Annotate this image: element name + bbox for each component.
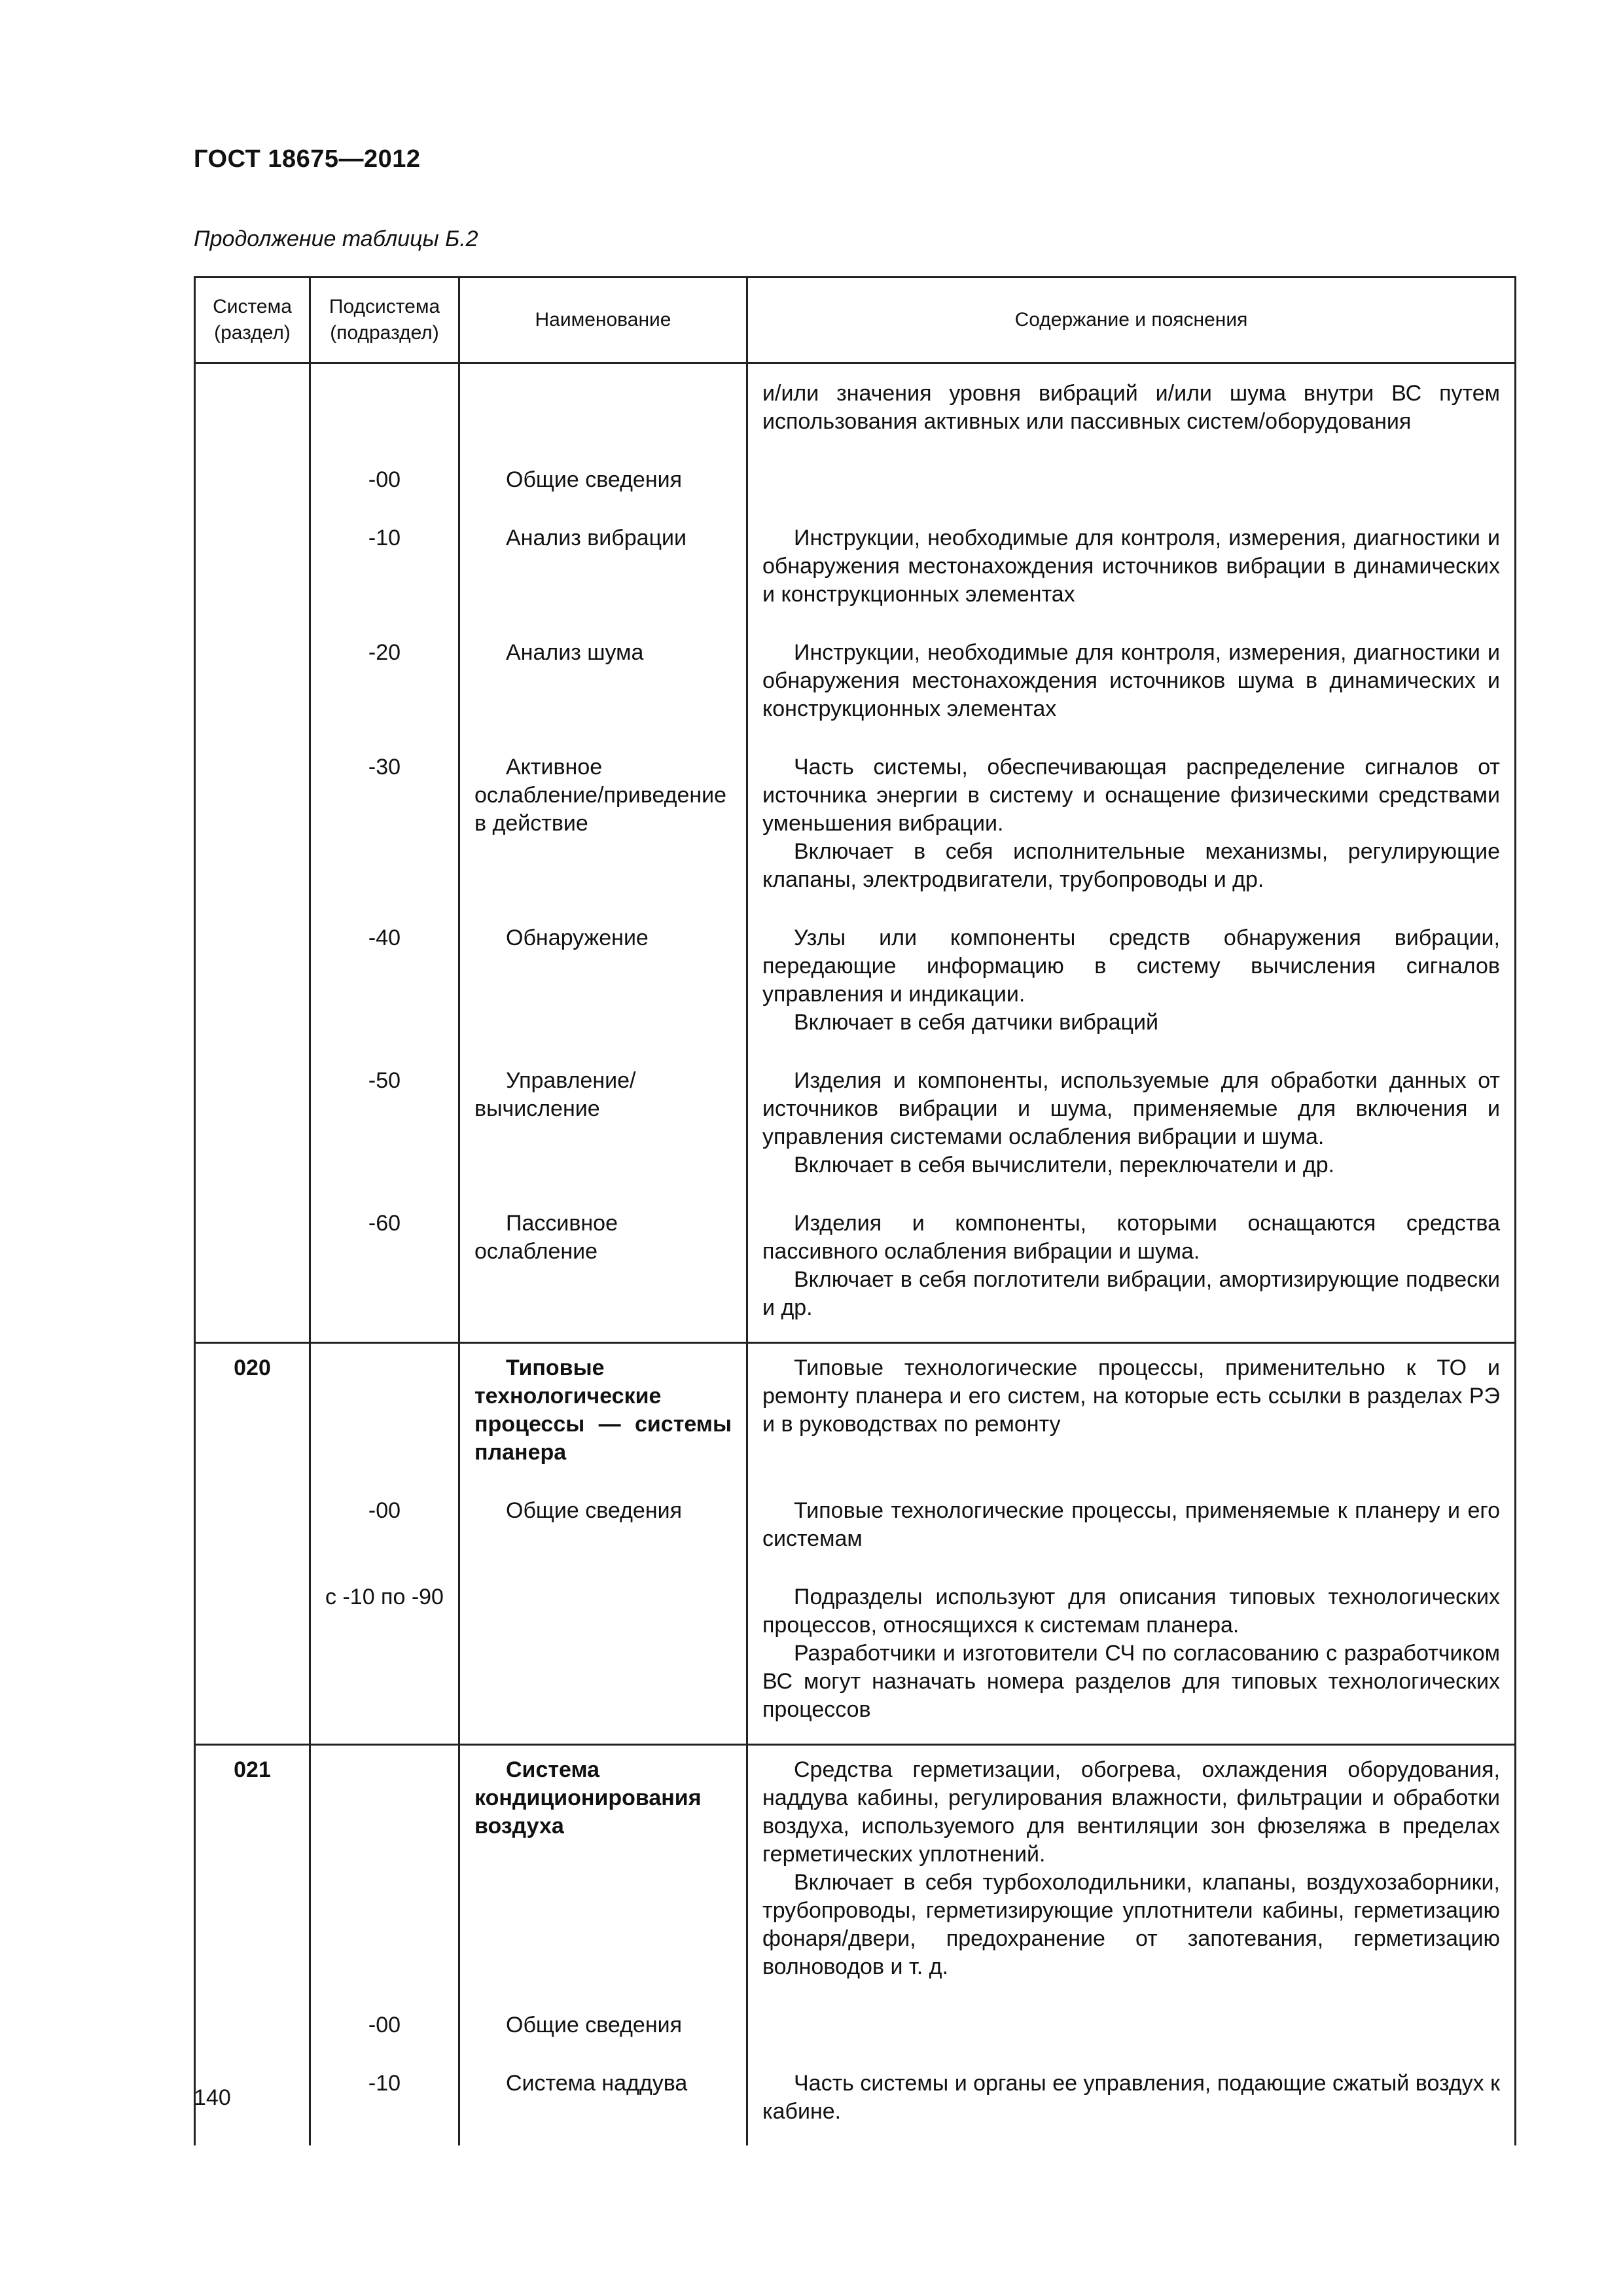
cell-description: [747, 2059, 1516, 2145]
description-block: [762, 1056, 1500, 1199]
cell-description: [747, 1343, 1516, 1487]
table-row: [195, 1486, 1516, 1573]
cell-subsystem: [310, 456, 459, 514]
cell-description: [747, 456, 1516, 514]
description-block: [762, 1746, 1500, 2001]
cell-name: [459, 369, 747, 456]
description-block: [762, 743, 1500, 914]
item-name: Анализ шума: [506, 640, 644, 665]
description-paragraph: Включает в себя вычислители, переключатели и др.: [794, 1153, 1335, 1177]
item-name: Общие сведения: [506, 1498, 683, 1523]
cell-subsystem: [310, 514, 459, 628]
cell-name: [459, 1056, 747, 1199]
cell-subsystem: [310, 1745, 459, 2001]
cell-system: [195, 2001, 310, 2059]
description-paragraph: Включает в себя поглотители вибрации, амортизирующие подвески и др.: [762, 1267, 1500, 1320]
subsystem-code: -10: [368, 526, 401, 550]
item-name: Управление/вычисление: [474, 1068, 636, 1121]
cell-description: [747, 2001, 1516, 2059]
column-header-subsystem: Подсистема (подраздел): [310, 278, 459, 363]
cell-description: [747, 1745, 1516, 2001]
cell-description: [747, 628, 1516, 743]
table-row: [195, 628, 1516, 743]
table-row: [195, 514, 1516, 628]
subsystem-code: -20: [368, 640, 401, 665]
table-row: [195, 456, 1516, 514]
description-paragraph: Часть системы и органы ее управления, подающие сжатый воздух к кабине.: [762, 2071, 1500, 2124]
cell-system: [195, 1486, 310, 1573]
cell-description: [747, 1573, 1516, 1745]
table-row: [195, 1056, 1516, 1199]
item-name: Система кондиционирования воздуха: [474, 1757, 702, 1839]
description-paragraph: Включает в себя турбохолодильники, клапаны, воздухозаборники, трубопроводы, герметизирующие уплотнители кабины, герметизацию фонаря/двери, предохранение от запотевания, герметизацию волноводов и т. д.: [762, 1870, 1500, 1979]
cell-subsystem: [310, 369, 459, 456]
item-name: Общие сведения: [506, 2013, 683, 2037]
table-row: [195, 914, 1516, 1056]
cell-name: [459, 514, 747, 628]
cell-name: [459, 1199, 747, 1343]
description-block: [762, 1486, 1500, 1573]
description-block: [762, 369, 1500, 456]
cell-subsystem: [310, 1343, 459, 1487]
description-paragraph: Часть системы, обеспечивающая распределение сигналов от источника энергии в систему и оснащение физическими средствами уменьшения вибрации.: [762, 755, 1500, 836]
description-block: [762, 2059, 1500, 2145]
item-name: Система наддува: [506, 2071, 688, 2096]
item-name: [474, 369, 732, 399]
subsystem-code: [311, 1344, 458, 1374]
subsystem-code: [311, 369, 458, 399]
subsystem-code: -00: [368, 2013, 401, 2037]
description-paragraph: Включает в себя датчики вибраций: [794, 1010, 1158, 1035]
cell-subsystem: [310, 743, 459, 914]
subsystem-code: -60: [368, 1211, 401, 1236]
description-block: [762, 1344, 1500, 1458]
cell-description: [747, 1486, 1516, 1573]
description-paragraph: Типовые технологические процессы, применяемые к планеру и его системам: [762, 1498, 1500, 1551]
cell-system: [195, 1573, 310, 1745]
cell-subsystem: [310, 2001, 459, 2059]
cell-system: [195, 743, 310, 914]
cell-name: [459, 1573, 747, 1745]
description-paragraph: и/или значения уровня вибраций и/или шума внутри ВС путем использования активных или пассивных систем/оборудования: [762, 381, 1500, 434]
description-paragraph: Узлы или компоненты средств обнаружения вибрации, передающие информацию в систему вычисления сигналов управления и индикации.: [762, 925, 1500, 1007]
subsystem-code: -50: [368, 1068, 401, 1093]
cell-system: 020: [195, 1343, 310, 1487]
cell-subsystem: [310, 1573, 459, 1745]
description-paragraph: Изделия и компоненты, используемые для обработки данных от источников вибрации и шума, применяемые для включения и управления системами ослабления вибрации и шума.: [762, 1068, 1500, 1149]
description-block: [762, 1573, 1500, 1744]
table-row: [195, 1745, 1516, 2001]
cell-subsystem: [310, 1199, 459, 1343]
item-name: Пассивное ослабление: [474, 1211, 618, 1264]
page-number: 140: [194, 2085, 231, 2110]
description-block: [762, 628, 1500, 743]
cell-subsystem: [310, 914, 459, 1056]
cell-description: [747, 514, 1516, 628]
cell-system: [195, 1199, 310, 1343]
cell-subsystem: [310, 2059, 459, 2145]
subsystem-code: -30: [368, 755, 401, 780]
description-block: [762, 914, 1500, 1056]
description-paragraph: Разработчики и изготовители СЧ по согласованию с разработчиком ВС могут назначать номера разделов для типовых технологических процессов: [762, 1641, 1500, 1722]
subsystem-code: -40: [368, 925, 401, 950]
column-header-system: Система (раздел): [195, 278, 310, 363]
cell-subsystem: [310, 1486, 459, 1573]
subsystem-code: -10: [368, 2071, 401, 2096]
table-row: [195, 2059, 1516, 2145]
description-paragraph: Инструкции, необходимые для контроля, измерения, диагностики и обнаружения местонахождения источников вибрации в динамических и конструкционных элементах: [762, 526, 1500, 607]
subsystem-code: [311, 1746, 458, 1776]
table-caption: Продолжение таблицы Б.2: [194, 226, 478, 251]
item-name: Анализ вибрации: [506, 526, 687, 550]
cell-name: [459, 456, 747, 514]
description-paragraph: Подразделы используют для описания типовых технологических процессов, относящихся к системам планера.: [762, 1585, 1500, 1638]
classification-table: [194, 276, 1516, 2145]
item-name: Активное ослабление/приведение в действие: [474, 755, 727, 836]
cell-name: [459, 2001, 747, 2059]
subsystem-code: -00: [368, 467, 401, 492]
item-name: [474, 1573, 732, 1603]
cell-system: [195, 628, 310, 743]
document-header: ГОСТ 18675—2012: [194, 145, 421, 173]
cell-subsystem: [310, 1056, 459, 1199]
table-body: [195, 363, 1516, 2146]
cell-description: [747, 369, 1516, 456]
cell-name: [459, 1745, 747, 2001]
cell-subsystem: [310, 628, 459, 743]
cell-description: [747, 1199, 1516, 1343]
description-paragraph: Изделия и компоненты, которыми оснащаются средства пассивного ослабления вибрации и шума.: [762, 1211, 1500, 1264]
table-row: [195, 369, 1516, 456]
cell-system: [195, 1056, 310, 1199]
cell-name: [459, 743, 747, 914]
header-double-line: [195, 363, 1516, 370]
cell-system: [195, 456, 310, 514]
cell-name: [459, 628, 747, 743]
subsystem-code: с -10 по -90: [325, 1585, 444, 1609]
table-row: [195, 1573, 1516, 1745]
item-name: Обнаружение: [506, 925, 649, 950]
description-block: [762, 2001, 1500, 2031]
table-row: [195, 1343, 1516, 1487]
cell-name: [459, 2059, 747, 2145]
cell-name: [459, 1486, 747, 1573]
description-paragraph: Типовые технологические процессы, применительно к ТО и ремонту планера и его систем, на которые есть ссылки в разделах РЭ и в руководствах по ремонту: [762, 1355, 1500, 1437]
description-block: [762, 514, 1500, 628]
table-header-row: [195, 278, 1516, 363]
description-block: [762, 1199, 1500, 1342]
cell-system: [195, 914, 310, 1056]
description-block: [762, 456, 1500, 486]
cell-name: [459, 1343, 747, 1487]
cell-description: [747, 1056, 1516, 1199]
table-row: [195, 743, 1516, 914]
cell-system: [195, 514, 310, 628]
description-paragraph: Включает в себя исполнительные механизмы, регулирующие клапаны, электродвигатели, трубопроводы и др.: [762, 839, 1500, 892]
column-header-description: Содержание и пояснения: [747, 278, 1516, 363]
cell-system: [195, 369, 310, 456]
cell-name: [459, 914, 747, 1056]
description-paragraph: Инструкции, необходимые для контроля, измерения, диагностики и обнаружения местонахождения источников шума в динамических и конструкционных элементах: [762, 640, 1500, 721]
item-name: Типовые технологические процессы — системы планера: [474, 1355, 732, 1465]
table-row: [195, 2001, 1516, 2059]
column-header-name: Наименование: [459, 278, 747, 363]
cell-description: [747, 914, 1516, 1056]
cell-system: 021: [195, 1745, 310, 2001]
table-row: [195, 1199, 1516, 1343]
item-name: Общие сведения: [506, 467, 683, 492]
subsystem-code: -00: [368, 1498, 401, 1523]
description-paragraph: Средства герметизации, обогрева, охлаждения оборудования, наддува кабины, регулирования влажности, фильтрации и обработки воздуха, используемого для вентиляции зон фюзеляжа в пределах герметических уплотнений.: [762, 1757, 1500, 1867]
cell-description: [747, 743, 1516, 914]
